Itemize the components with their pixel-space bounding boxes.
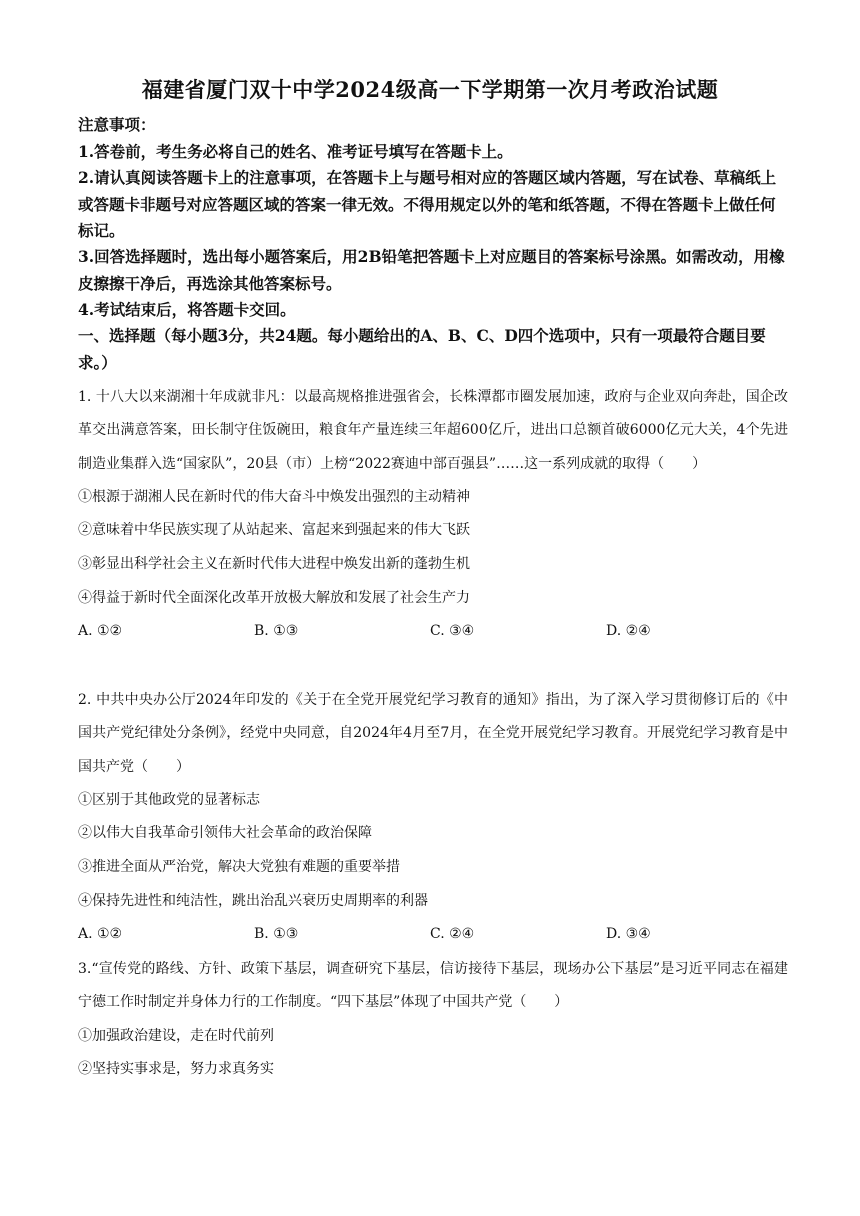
choice-b: B. ①③ bbox=[254, 926, 299, 943]
question-stem: 3.“宣传党的路线、方针、政策下基层，调查研究下基层，信访接待下基层，现场办公下基层”是习近平同志在福建宁德工作时制定并身体力行的工作制度。“四下基层”体现了中国共产党（ ） bbox=[78, 961, 788, 1011]
notice-item-1: 1.答卷前，考生务必将自己的姓名、准考证号填写在答题卡上。 bbox=[78, 142, 513, 161]
question-option: ①根源于湖湘人民在新时代的伟大奋斗中焕发出强烈的主动精神 bbox=[78, 488, 470, 505]
exam-title: 福建省厦门双十中学2024级高一下学期第一次月考政治试题 bbox=[141, 77, 719, 102]
question-option: ①加强政治建设，走在时代前列 bbox=[78, 1027, 274, 1044]
answer-choices bbox=[78, 918, 788, 952]
question-option: ②意味着中华民族实现了从站起来、富起来到强起来的伟大飞跃 bbox=[78, 522, 470, 539]
section-heading: 一、选择题（每小题3分，共24题。每小题给出的A、B、C、D四个选项中，只有一项最符合题目要求。） bbox=[78, 326, 766, 372]
question-stem: 1. 十八大以来湖湘十年成就非凡：以最高规格推进强省会，长株潭都市圈发展加速，政府与企业双向奔赴，国企改革交出满意答案，田长制守住饭碗田，粮食年产量连续三年超600亿斤，进出口总额首破6000亿元大关，4个先进制造业集群入选“国家队”，20县（市）上榜“2022赛迪中部百强县”……这一系列成就的取得（ ） bbox=[78, 389, 788, 472]
choice-a: A. ①② bbox=[78, 623, 123, 640]
choice-b: B. ①③ bbox=[254, 623, 299, 640]
notice-heading: 注意事项： bbox=[78, 115, 156, 134]
question-1 bbox=[78, 381, 788, 649]
question-3 bbox=[78, 953, 788, 1087]
choice-a: A. ①② bbox=[78, 926, 123, 943]
choice-d: D. ②④ bbox=[606, 623, 651, 640]
choice-c: C. ③④ bbox=[430, 623, 475, 640]
answer-choices bbox=[78, 615, 788, 649]
notice-item-4: 4.考试结束后，将答题卡交回。 bbox=[78, 300, 296, 319]
question-option: ①区别于其他政党的显著标志 bbox=[78, 791, 260, 808]
question-option: ②以伟大自我革命引领伟大社会革命的政治保障 bbox=[78, 825, 372, 842]
question-option: ④得益于新时代全面深化改革开放极大解放和发展了社会生产力 bbox=[78, 589, 470, 606]
question-option: ②坚持实事求是，努力求真务实 bbox=[78, 1061, 274, 1078]
question-2 bbox=[78, 684, 788, 952]
question-stem: 2. 中共中央办公厅2024年印发的《关于在全党开展党纪学习教育的通知》指出，为了深入学习贯彻修订后的《中国共产党纪律处分条例》，经党中央同意，自2024年4月至7月，在全党开展党纪学习教育。开展党纪学习教育是中国共产党（ ） bbox=[78, 692, 788, 775]
choice-d: D. ③④ bbox=[606, 926, 651, 943]
question-option: ③推进全面从严治党，解决大党独有难题的重要举措 bbox=[78, 859, 400, 876]
choice-c: C. ②④ bbox=[430, 926, 475, 943]
question-option: ④保持先进性和纯洁性，跳出治乱兴衰历史周期率的利器 bbox=[78, 892, 428, 909]
notice-item-2: 2.请认真阅读答题卡上的注意事项，在答题卡上与题号相对应的答题区域内答题，写在试卷、草稿纸上或答题卡非题号对应答题区域的答案一律无效。不得用规定以外的笔和纸答题，不得在答题卡上做任何标记。 bbox=[78, 168, 777, 240]
notice-item-3: 3.回答选择题时，选出每小题答案后，用2B铅笔把答题卡上对应题目的答案标号涂黑。如需改动，用橡皮擦擦干净后，再选涂其他答案标号。 bbox=[78, 247, 785, 293]
question-option: ③彰显出科学社会主义在新时代伟大进程中焕发出新的蓬勃生机 bbox=[78, 556, 470, 573]
